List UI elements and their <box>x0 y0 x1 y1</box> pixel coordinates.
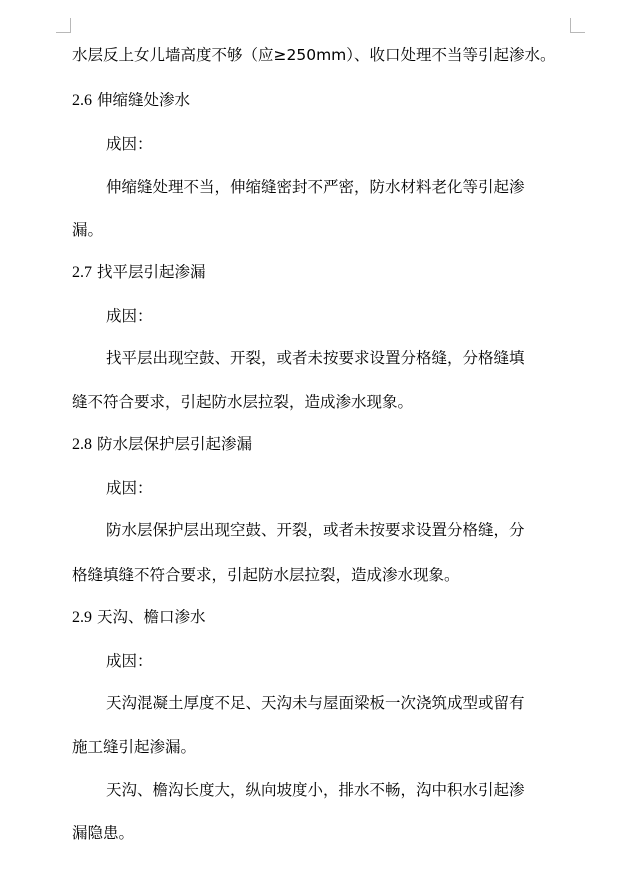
cause-label: 成因： <box>106 479 153 497</box>
cause-label: 成因： <box>106 135 153 153</box>
cause-label: 成因： <box>106 307 153 325</box>
section-heading-2-7: 2.7 找平层引起渗漏 <box>72 263 206 281</box>
cause-label: 成因： <box>106 652 153 670</box>
paragraph-line: 天沟、檐沟长度大，纵向坡度小，排水不畅，沟中积水引起渗 <box>106 781 525 799</box>
paragraph-line: 施工缝引起渗漏。 <box>72 738 197 756</box>
paragraph-line: 格缝填缝不符合要求，引起防水层拉裂，造成渗水现象。 <box>72 566 460 584</box>
section-heading-2-8: 2.8 防水层保护层引起渗漏 <box>72 435 252 453</box>
section-heading-2-9: 2.9 天沟、檐口渗水 <box>72 608 206 626</box>
paragraph-line: 缝不符合要求，引起防水层拉裂，造成渗水现象。 <box>72 393 414 411</box>
paragraph-line: 伸缩缝处理不当，伸缩缝密封不严密，防水材料老化等引起渗 <box>106 178 525 196</box>
page-corner-mark-top-right <box>570 18 585 33</box>
paragraph-line: 找平层出现空鼓、开裂，或者未按要求设置分格缝，分格缝填 <box>106 349 525 367</box>
paragraph-line: 防水层保护层出现空鼓、开裂，或者未按要求设置分格缝，分 <box>106 521 525 539</box>
page-corner-mark-top-left <box>56 18 71 33</box>
paragraph-line: 漏。 <box>72 221 104 239</box>
paragraph-line: 漏隐患。 <box>72 824 135 842</box>
section-heading-2-6: 2.6 伸缩缝处渗水 <box>72 91 190 109</box>
paragraph-line: 水层反上女儿墙高度不够（应≥250mm）、收口处理不当等引起渗水。 <box>72 46 556 64</box>
paragraph-line: 天沟混凝土厚度不足、天沟未与屋面梁板一次浇筑成型或留有 <box>106 694 525 712</box>
